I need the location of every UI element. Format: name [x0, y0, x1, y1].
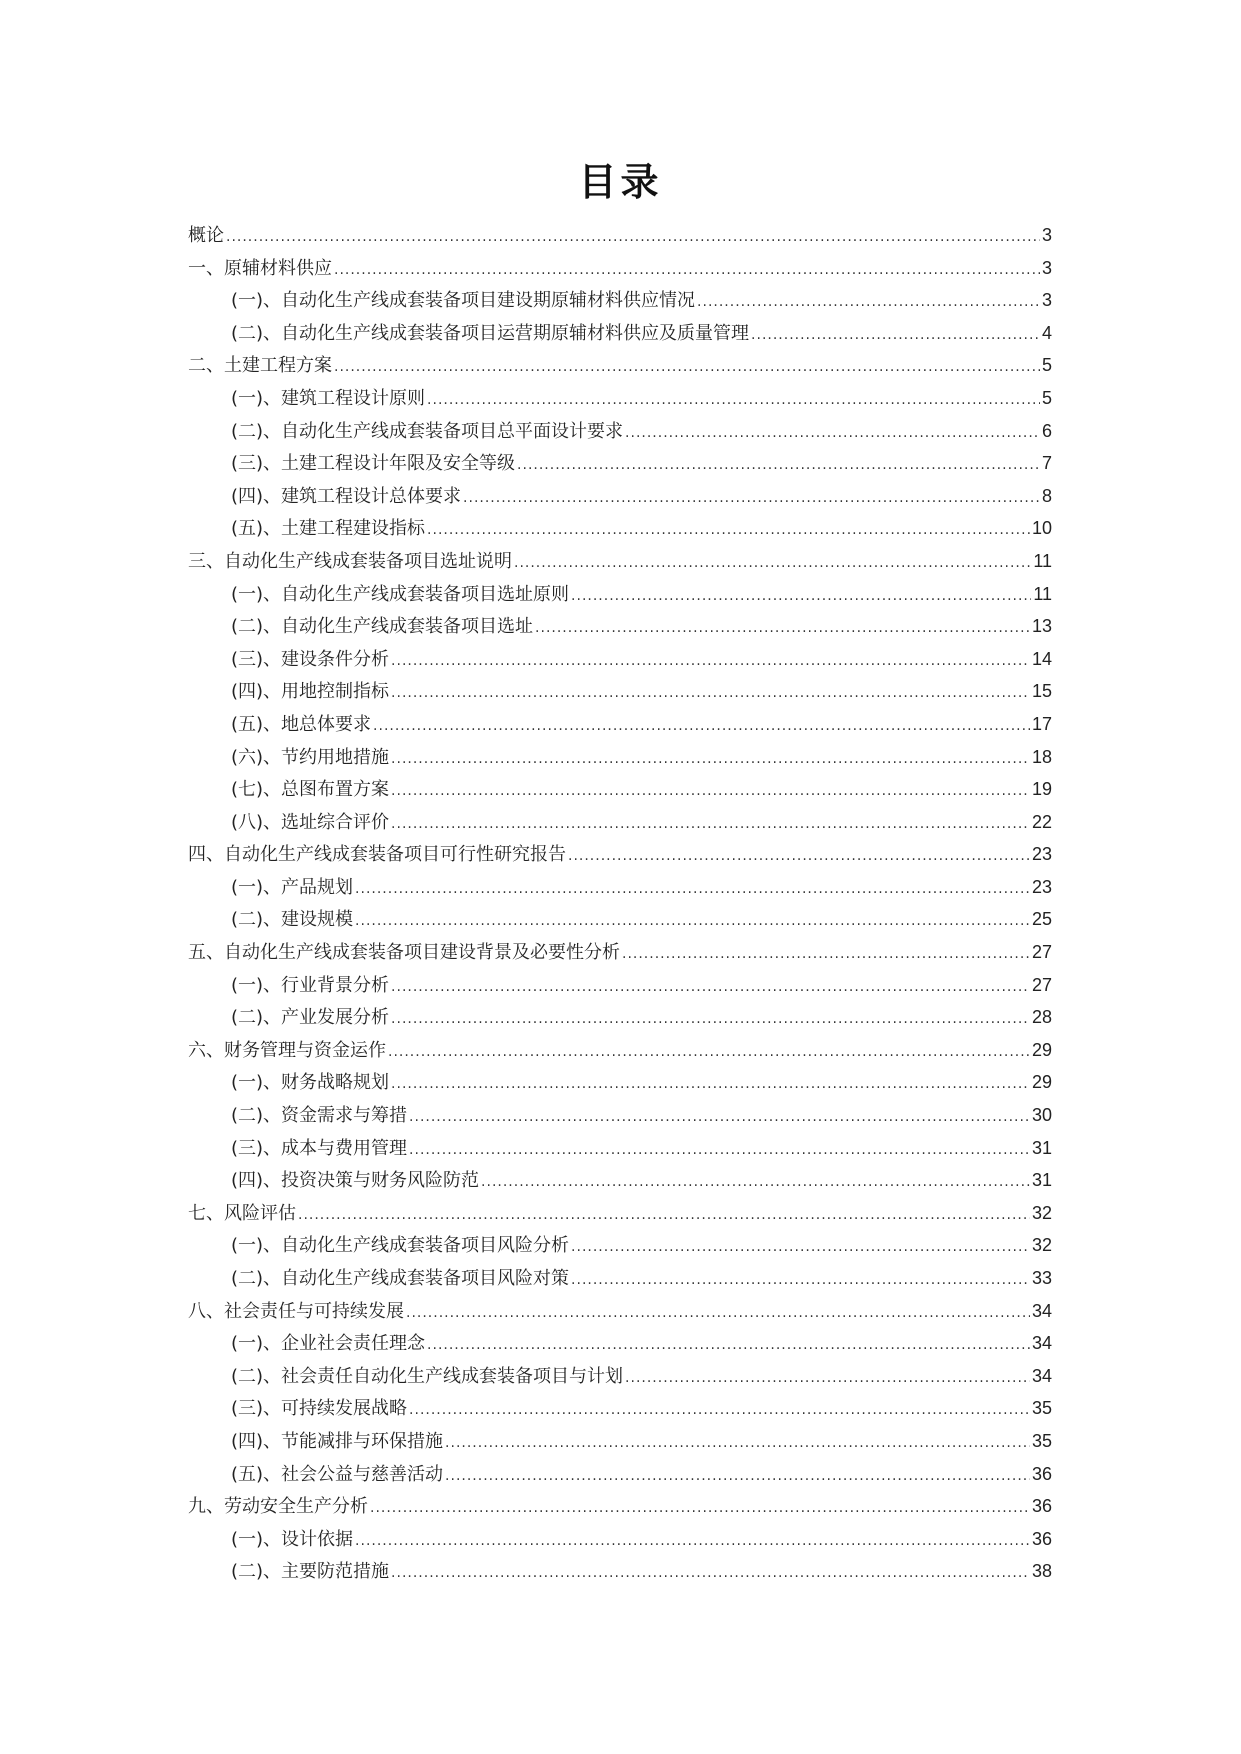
toc-entry-title: 一、原辅材料供应: [188, 257, 332, 279]
toc-dot-leader: [391, 1557, 1030, 1588]
toc-entry[interactable]: [188, 1001, 1052, 1034]
toc-dot-leader: [355, 1525, 1030, 1556]
toc-page-number: 34: [1031, 1365, 1052, 1386]
toc-page-number: 36: [1031, 1463, 1052, 1484]
toc-dot-leader: [409, 1134, 1030, 1165]
toc-entry-title: (八)、选址综合评价: [231, 811, 390, 833]
toc-page-number: 23: [1031, 844, 1052, 865]
toc-entry[interactable]: [188, 284, 1052, 317]
toc-dot-leader: [751, 319, 1040, 350]
toc-entry-title: (二)、主要防范措施: [231, 1561, 390, 1583]
toc-dot-leader: [517, 449, 1040, 480]
toc-entry[interactable]: [188, 1164, 1052, 1197]
toc-entry-title: (四)、投资决策与财务风险防范: [231, 1170, 480, 1192]
toc-entry[interactable]: [188, 708, 1052, 741]
toc-dot-leader: [391, 808, 1030, 839]
toc-entry[interactable]: [188, 219, 1052, 252]
toc-page-number: 27: [1031, 942, 1052, 963]
toc-entry-title: 七、风险评估: [188, 1202, 296, 1224]
toc-page-number: 33: [1031, 1268, 1052, 1288]
toc-entry[interactable]: [188, 741, 1052, 774]
toc-page-number: 35: [1031, 1430, 1052, 1451]
toc-entry-title: (一)、产品规划: [231, 876, 354, 898]
toc-entry-title: (七)、总图布置方案: [231, 779, 390, 801]
toc-entry[interactable]: [188, 1458, 1052, 1491]
toc-page-number: 18: [1031, 746, 1052, 767]
toc-entry-title: (三)、土建工程设计年限及安全等级: [231, 453, 516, 475]
toc-entry[interactable]: [188, 838, 1052, 871]
toc-entry[interactable]: [188, 578, 1052, 611]
toc-dot-leader: [334, 254, 1040, 285]
toc-entry[interactable]: [188, 1262, 1052, 1295]
toc-dot-leader: [226, 221, 1040, 252]
toc-page-number: 38: [1031, 1561, 1052, 1582]
toc-page-number: 4: [1041, 322, 1052, 343]
toc-dot-leader: [571, 580, 1031, 611]
toc-entry-title: 概论: [188, 225, 224, 246]
toc-entry-title: (三)、建设条件分析: [231, 648, 390, 670]
toc-entry[interactable]: [188, 1197, 1052, 1230]
toc-page-number: 34: [1031, 1300, 1052, 1321]
toc-page-number: 8: [1041, 485, 1052, 506]
toc-dot-leader: [625, 1362, 1030, 1393]
toc-entry-title: (六)、节约用地措施: [231, 746, 390, 768]
toc-entry-title: 八、社会责任与可持续发展: [188, 1300, 404, 1322]
toc-page-number: 23: [1031, 876, 1052, 897]
toc-entry[interactable]: [188, 480, 1052, 513]
toc-entry-title: (一)、财务战略规划: [231, 1072, 390, 1094]
toc-page-number: 32: [1031, 1202, 1052, 1223]
toc-dot-leader: [391, 775, 1030, 806]
toc-entry[interactable]: [188, 1066, 1052, 1099]
toc-entry[interactable]: [188, 1295, 1052, 1328]
toc-dot-leader: [445, 1460, 1030, 1491]
toc-entry-title: 六、财务管理与资金运作: [188, 1039, 386, 1061]
toc-dot-leader: [391, 743, 1030, 774]
toc-entry-title: (一)、行业背景分析: [231, 974, 390, 996]
toc-entry[interactable]: [188, 871, 1052, 904]
toc-entry-title: (二)、社会责任自动化生产线成套装备项目与计划: [231, 1365, 624, 1387]
toc-entry[interactable]: [188, 1490, 1052, 1523]
toc-dot-leader: [409, 1101, 1030, 1132]
toc-entry[interactable]: [188, 415, 1052, 448]
toc-entry-title: (二)、自动化生产线成套装备项目总平面设计要求: [231, 420, 624, 442]
toc-page-number: 15: [1031, 681, 1052, 702]
toc-entry[interactable]: [188, 806, 1052, 839]
toc-page-number: 35: [1031, 1398, 1052, 1419]
toc-page-number: 28: [1031, 1007, 1052, 1028]
toc-entry-title: (一)、自动化生产线成套装备项目风险分析: [231, 1235, 570, 1257]
table-of-contents: [188, 219, 1052, 1588]
toc-dot-leader: [370, 1492, 1030, 1523]
toc-entry-title: 九、劳动安全生产分析: [188, 1496, 368, 1518]
toc-dot-leader: [427, 514, 1030, 545]
toc-dot-leader: [514, 547, 1031, 578]
toc-page-number: 19: [1031, 779, 1052, 800]
toc-dot-leader: [625, 417, 1040, 448]
toc-page-number: 11: [1033, 550, 1052, 571]
toc-entry[interactable]: [188, 969, 1052, 1002]
toc-entry[interactable]: [188, 1327, 1052, 1360]
toc-page-number: 22: [1031, 811, 1052, 832]
toc-entry[interactable]: [188, 643, 1052, 676]
toc-dot-leader: [298, 1199, 1030, 1230]
toc-dot-leader: [445, 1427, 1030, 1458]
toc-dot-leader: [391, 645, 1030, 676]
toc-page-number: 6: [1041, 420, 1052, 441]
toc-entry-title: 二、土建工程方案: [188, 355, 332, 377]
toc-page-number: 14: [1031, 648, 1052, 669]
toc-entry-title: (一)、建筑工程设计原则: [231, 387, 426, 409]
toc-entry[interactable]: [188, 1132, 1052, 1165]
toc-page-number: 29: [1031, 1072, 1052, 1093]
toc-dot-leader: [571, 1231, 1030, 1262]
toc-entry-title: (五)、社会公益与慈善活动: [231, 1463, 444, 1485]
toc-page-number: 11: [1033, 583, 1052, 604]
toc-entry[interactable]: [188, 1229, 1052, 1262]
toc-entry[interactable]: [188, 1523, 1052, 1556]
toc-entry[interactable]: [188, 1099, 1052, 1132]
toc-entry[interactable]: [188, 936, 1052, 969]
toc-entry-title: (四)、节能减排与环保措施: [231, 1430, 444, 1452]
toc-page-number: 25: [1031, 909, 1052, 930]
toc-dot-leader: [391, 1003, 1030, 1034]
toc-page-number: 30: [1031, 1105, 1052, 1126]
toc-entry[interactable]: [188, 1555, 1052, 1588]
toc-dot-leader: [697, 286, 1040, 317]
toc-page-number: 10: [1031, 518, 1052, 539]
toc-entry[interactable]: [188, 1425, 1052, 1458]
toc-page-number: 31: [1031, 1170, 1052, 1191]
toc-dot-leader: [373, 710, 1030, 741]
toc-page-number: 5: [1041, 355, 1052, 376]
toc-dot-leader: [427, 384, 1040, 415]
toc-page-number: 31: [1031, 1137, 1052, 1158]
toc-entry-title: 四、自动化生产线成套装备项目可行性研究报告: [188, 844, 566, 866]
toc-entry[interactable]: [188, 1392, 1052, 1425]
toc-dot-leader: [409, 1394, 1030, 1425]
toc-entry[interactable]: [188, 317, 1052, 350]
toc-dot-leader: [391, 1068, 1030, 1099]
toc-entry-title: 三、自动化生产线成套装备项目选址说明: [188, 550, 512, 572]
toc-page-number: 29: [1031, 1039, 1052, 1060]
toc-dot-leader: [535, 612, 1030, 643]
toc-entry-title: (四)、用地控制指标: [231, 681, 390, 703]
toc-page-number: 36: [1031, 1528, 1052, 1549]
toc-entry[interactable]: [188, 1034, 1052, 1067]
toc-entry-title: (四)、建筑工程设计总体要求: [231, 485, 462, 507]
toc-dot-leader: [391, 971, 1030, 1002]
toc-entry[interactable]: [188, 545, 1052, 578]
toc-dot-leader: [388, 1036, 1030, 1067]
toc-entry[interactable]: [188, 382, 1052, 415]
toc-page-number: 27: [1031, 974, 1052, 995]
toc-entry-title: 五、自动化生产线成套装备项目建设背景及必要性分析: [188, 942, 620, 964]
toc-dot-leader: [571, 1264, 1030, 1295]
toc-entry-title: (二)、资金需求与筹措: [231, 1105, 408, 1127]
toc-page-number: 3: [1041, 257, 1052, 278]
toc-page-number: 3: [1041, 290, 1052, 311]
toc-dot-leader: [622, 938, 1030, 969]
toc-dot-leader: [481, 1166, 1030, 1197]
toc-entry[interactable]: [188, 349, 1052, 382]
toc-page-number: 34: [1031, 1333, 1052, 1354]
toc-entry-title: (一)、自动化生产线成套装备项目建设期原辅材料供应情况: [231, 290, 696, 312]
toc-dot-leader: [406, 1297, 1030, 1328]
toc-entry[interactable]: [188, 773, 1052, 806]
toc-entry-title: (一)、企业社会责任理念: [231, 1333, 426, 1355]
toc-page-number: 5: [1041, 387, 1052, 408]
toc-dot-leader: [427, 1329, 1030, 1360]
toc-entry-title: (二)、建设规模: [231, 909, 354, 931]
toc-entry[interactable]: [188, 447, 1052, 480]
toc-entry-title: (三)、可持续发展战略: [231, 1398, 408, 1420]
toc-page-number: 36: [1031, 1496, 1052, 1517]
toc-entry-title: (五)、土建工程建设指标: [231, 518, 426, 540]
toc-entry-title: (二)、自动化生产线成套装备项目运营期原辅材料供应及质量管理: [231, 322, 750, 344]
toc-entry-title: (三)、成本与费用管理: [231, 1137, 408, 1159]
toc-entry-title: (五)、地总体要求: [231, 713, 372, 735]
toc-page-number: 17: [1031, 713, 1052, 734]
toc-entry-title: (二)、自动化生产线成套装备项目选址: [231, 616, 534, 638]
toc-entry-title: (二)、产业发展分析: [231, 1007, 390, 1029]
toc-dot-leader: [355, 905, 1030, 936]
toc-entry-title: (一)、设计依据: [231, 1528, 354, 1550]
toc-dot-leader: [391, 677, 1030, 708]
toc-entry-title: (一)、自动化生产线成套装备项目选址原则: [231, 583, 570, 605]
toc-page-number: 3: [1041, 225, 1052, 245]
toc-entry[interactable]: [188, 903, 1052, 936]
toc-dot-leader: [355, 873, 1030, 904]
toc-entry[interactable]: [188, 675, 1052, 708]
toc-entry[interactable]: [188, 512, 1052, 545]
toc-entry-title: (二)、自动化生产线成套装备项目风险对策: [231, 1268, 570, 1289]
page-title: 目录: [578, 160, 663, 204]
toc-page-number: 13: [1031, 616, 1052, 637]
toc-page-number: 32: [1031, 1235, 1052, 1256]
toc-dot-leader: [334, 351, 1040, 382]
toc-page-number: 7: [1041, 453, 1052, 474]
toc-dot-leader: [568, 840, 1030, 871]
toc-entry[interactable]: [188, 252, 1052, 285]
toc-dot-leader: [463, 482, 1040, 513]
toc-entry[interactable]: [188, 1360, 1052, 1393]
toc-entry[interactable]: [188, 610, 1052, 643]
